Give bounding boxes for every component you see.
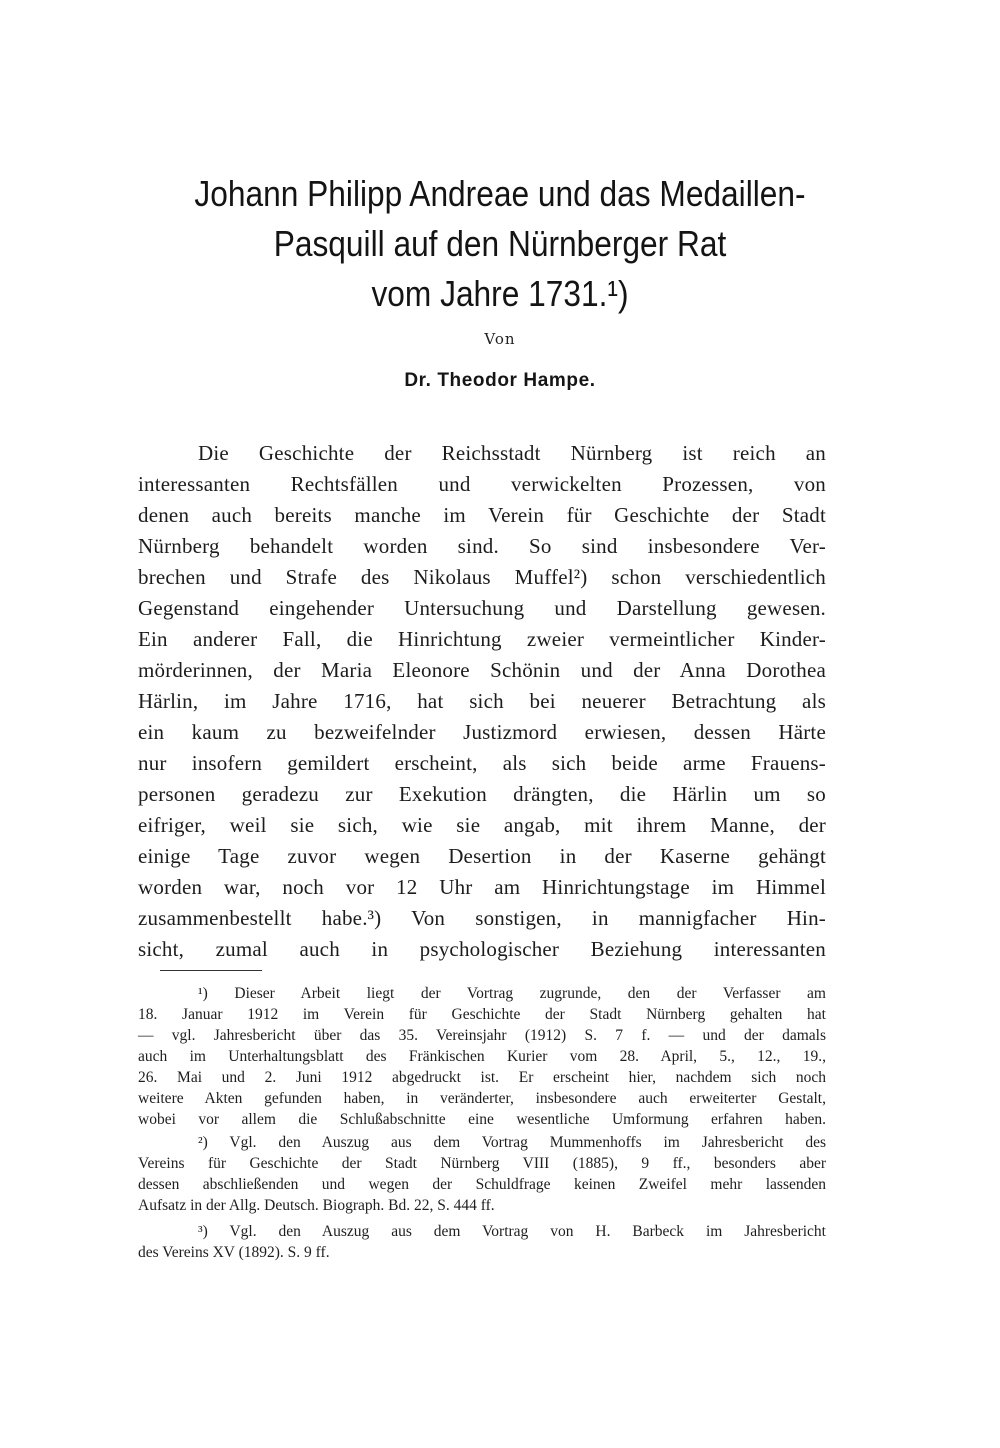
body-line: sicht, zumal auch in psychologischer Beziehung interessanten: [138, 937, 826, 961]
body-line: nur insofern gemildert erscheint, als sich beide arme Frauens-: [138, 751, 826, 775]
article-title-line-1: Johann Philipp Andreae und das Medaillen-: [194, 173, 806, 214]
body-line: brechen und Strafe des Nikolaus Muffel²) schon verschiedentlich: [138, 565, 826, 589]
body-line: Ein anderer Fall, die Hinrichtung zweier vermeintlicher Kinder-: [138, 627, 826, 651]
body-line: ein kaum zu bezweifelnder Justizmord erwiesen, dessen Härte: [138, 720, 826, 744]
body-line: zusammenbestellt habe.³) Von sonstigen, in mannigfacher Hin-: [138, 906, 826, 930]
body-line: Nürnberg behandelt worden sind. So sind insbesondere Ver-: [138, 534, 826, 558]
footnote-separator: [160, 970, 262, 971]
footnote-line: ²) Vgl. den Auszug aus dem Vortrag Mummenhoffs im Jahresbericht des: [198, 1134, 826, 1151]
byline-prefix: Von: [484, 330, 516, 348]
footnote-line: auch im Unterhaltungsblatt des Fränkischen Kurier vom 28. April, 5., 12., 19.,: [138, 1048, 826, 1065]
body-line: interessanten Rechtsfällen und verwickelten Prozessen, von: [138, 472, 826, 496]
footnote-line: ¹) Dieser Arbeit liegt der Vortrag zugrunde, den der Verfasser am: [198, 985, 826, 1002]
footnote-line: wobei vor allem die Schlußabschnitte eine wesentliche Umformung erfahren haben.: [138, 1111, 826, 1128]
body-line: Die Geschichte der Reichsstadt Nürnberg ist reich an: [198, 441, 826, 465]
article-title-line-3: vom Jahre 1731.¹): [371, 273, 629, 314]
body-line: eifriger, weil sie sich, wie sie angab, mit ihrem Manne, der: [138, 813, 826, 837]
body-line: Gegenstand eingehender Untersuchung und Darstellung gewesen.: [138, 596, 826, 620]
footnote-line: dessen abschließenden und wegen der Schuldfrage keinen Zweifel mehr lassenden: [138, 1176, 826, 1193]
article-title-line-2: Pasquill auf den Nürnberger Rat: [273, 223, 727, 264]
body-line: Härlin, im Jahre 1716, hat sich bei neuerer Betrachtung als: [138, 689, 826, 713]
footnote-line: 26. Mai und 2. Juni 1912 abgedruckt ist. Er erscheint hier, nachdem sich noch: [138, 1069, 826, 1086]
footnote-line: — vgl. Jahresbericht über das 35. Vereinsjahr (1912) S. 7 f. — und der damals: [138, 1027, 826, 1044]
footnote-line: des Vereins XV (1892). S. 9 ff.: [138, 1244, 330, 1261]
footnote-line: Aufsatz in der Allg. Deutsch. Biograph. Bd. 22, S. 444 ff.: [138, 1197, 495, 1214]
footnote-line: ³) Vgl. den Auszug aus dem Vortrag von H. Barbeck im Jahresbericht: [198, 1223, 826, 1240]
body-line: mörderinnen, der Maria Eleonore Schönin und der Anna Dorothea: [138, 658, 826, 682]
footnote-line: 18. Januar 1912 im Verein für Geschichte der Stadt Nürnberg gehalten hat: [138, 1006, 826, 1023]
author-name: Dr. Theodor Hampe.: [404, 370, 596, 391]
body-line: personen geradezu zur Exekution drängten, die Härlin um so: [138, 782, 826, 806]
body-line: worden war, noch vor 12 Uhr am Hinrichtungstage im Himmel: [138, 875, 826, 899]
body-line: denen auch bereits manche im Verein für Geschichte der Stadt: [138, 503, 826, 527]
footnote-line: weitere Akten gefunden haben, in veränderter, insbesondere auch erweiterter Gestalt,: [138, 1090, 826, 1107]
footnote-line: Vereins für Geschichte der Stadt Nürnberg VIII (1885), 9 ff., besonders aber: [138, 1155, 826, 1172]
body-line: einige Tage zuvor wegen Desertion in der Kaserne gehängt: [138, 844, 826, 868]
